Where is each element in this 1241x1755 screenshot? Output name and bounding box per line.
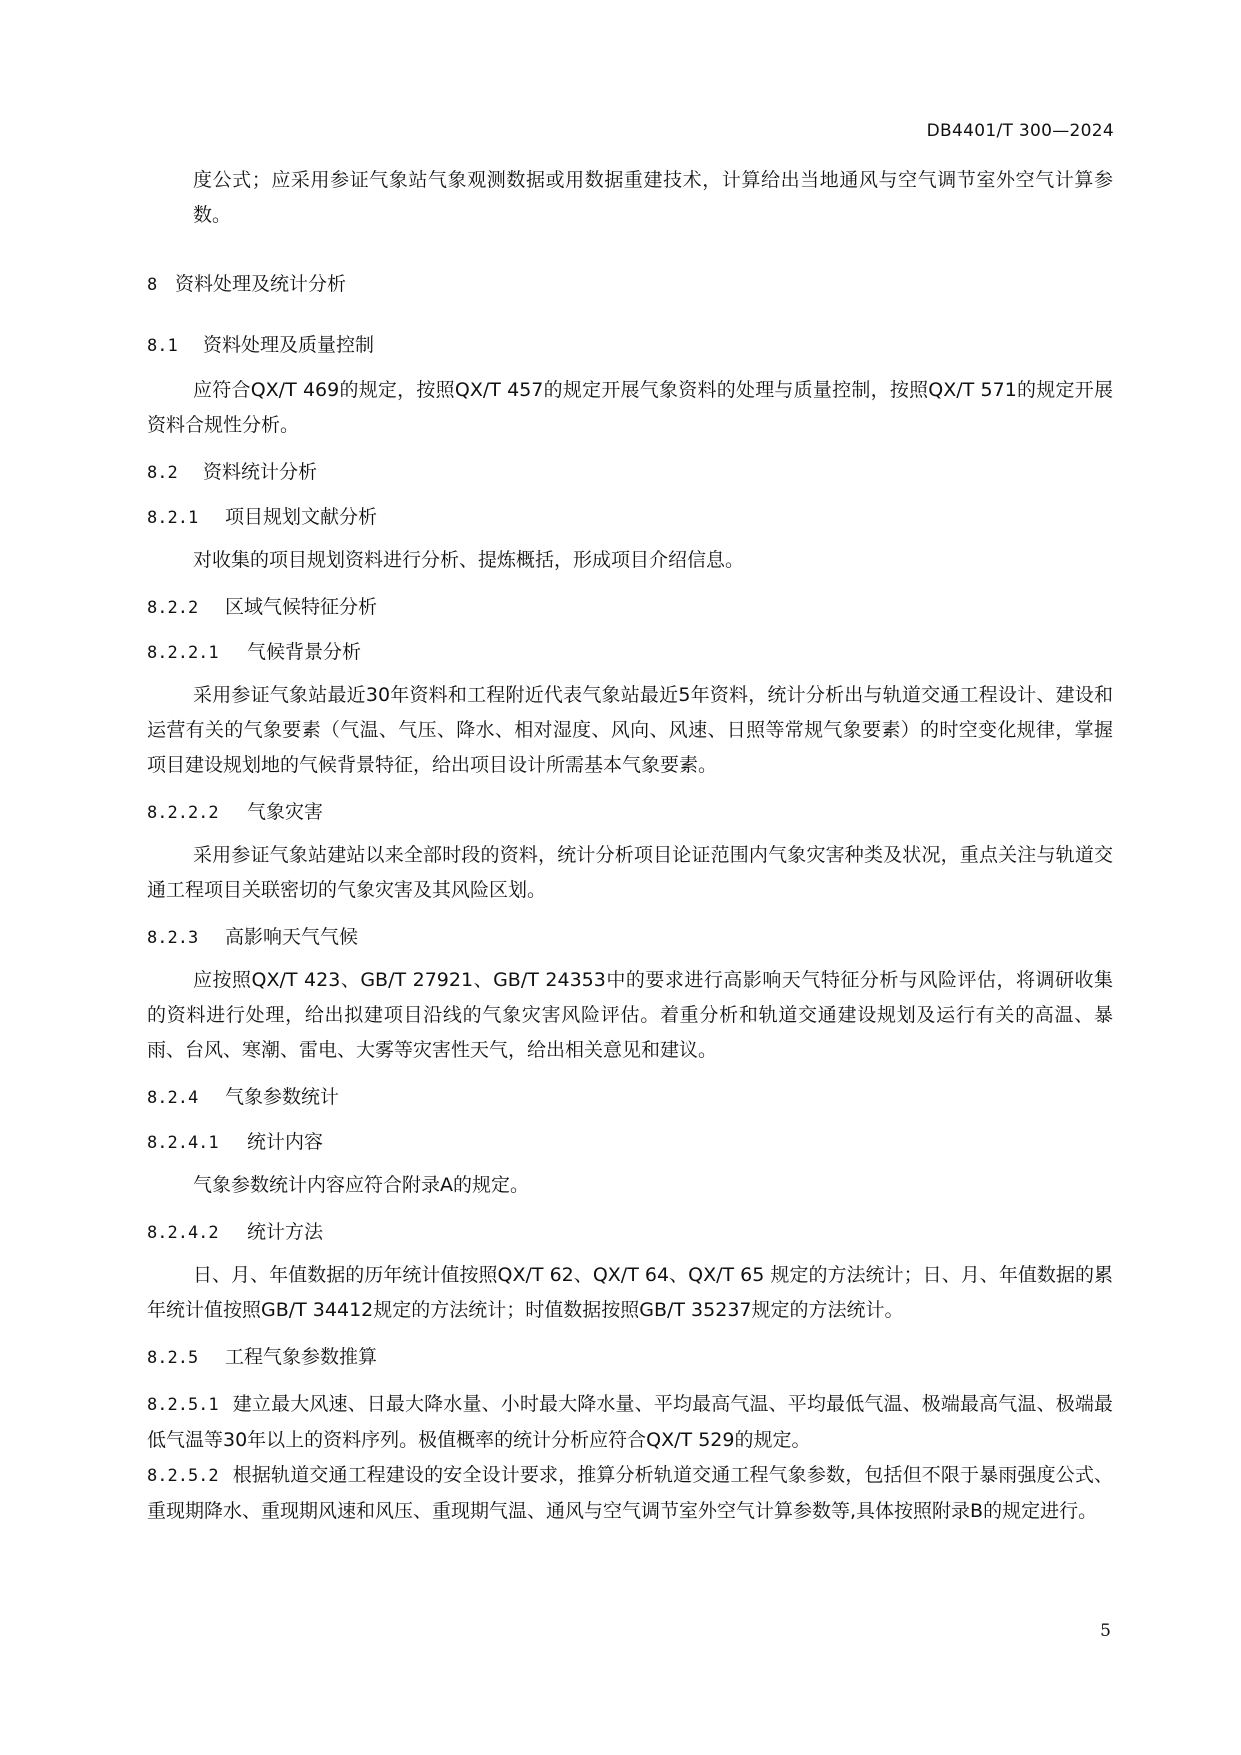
section-number: 8.2.5 — [147, 1348, 199, 1368]
section-number: 8.1 — [147, 336, 178, 356]
section-8-2-4-1-body: 气象参数统计内容应符合附录A的规定。 — [193, 1174, 529, 1196]
section-8-2-5-heading — [147, 1342, 1113, 1373]
section-8-2-5-2-item — [147, 1458, 1113, 1529]
section-number: 8.2.4 — [147, 1088, 199, 1108]
page-number: 5 — [1100, 1621, 1111, 1641]
section-8-2-2-2-body: 采用参证气象站建站以来全部时段的资料，统计分析项目论证范围内气象灾害种类及状况，重点关注与轨道交通工程项目关联密切的气象灾害及其风险区划。 — [147, 844, 1113, 901]
section-number: 8.2.5.1 — [147, 1395, 219, 1415]
section-title: 统计方法 — [247, 1221, 324, 1243]
section-title: 气候背景分析 — [247, 641, 362, 663]
document-identifier: DB4401/T 300—2024 — [926, 121, 1114, 141]
section-number: 8.2.4.1 — [147, 1133, 219, 1153]
section-8-2-4-2-body: 日、月、年值数据的历年统计值按照QX/T 62、QX/T 64、QX/T 65 规定的方法统计；日、月、年值数据的累年统计值按照GB/T 34412规定的方法统计；时值数据按照GB/T 35237规定的方法统计。 — [147, 1264, 1113, 1321]
page-content — [147, 169, 1113, 1529]
section-title: 项目规划文献分析 — [225, 506, 378, 528]
section-8-2-4-1-heading — [147, 1127, 1113, 1158]
section-8-2-4-heading — [147, 1082, 1113, 1113]
section-number: 8.2.2.2 — [147, 803, 219, 823]
section-number: 8.2.4.2 — [147, 1223, 219, 1243]
section-8-2-5-1-item — [147, 1387, 1113, 1458]
section-title: 资料统计分析 — [203, 461, 318, 483]
section-8-2-2-1-heading — [147, 637, 1113, 668]
section-title: 高影响天气气候 — [225, 926, 359, 948]
section-number: 8.2.5.2 — [147, 1466, 219, 1486]
section-8-2-2-2-heading — [147, 797, 1113, 828]
section-title: 气象灾害 — [247, 801, 324, 823]
section-8-2-3-heading — [147, 922, 1113, 953]
section-8-2-1-heading — [147, 502, 1113, 533]
section-number: 8 — [147, 275, 158, 295]
section-8-1-heading — [147, 330, 1113, 361]
item-text: 建立最大风速、日最大降水量、小时最大降水量、平均最高气温、平均最低气温、极端最高气温、极端最低气温等30年以上的资料序列。极值概率的统计分析应符合QX/T 529的规定。 — [147, 1393, 1113, 1451]
section-number: 8.2 — [147, 463, 178, 483]
continued-paragraph: 度公式；应采用参证气象站气象观测数据或用数据重建技术，计算给出当地通风与空气调节室外空气计算参数。 — [193, 169, 1113, 226]
section-number: 8.2.2 — [147, 598, 199, 618]
section-title: 气象参数统计 — [225, 1086, 340, 1108]
section-8-2-2-1-body: 采用参证气象站最近30年资料和工程附近代表气象站最近5年资料，统计分析出与轨道交通工程设计、建设和运营有关的气象要素（气温、气压、降水、相对湿度、风向、风速、日照等常规气象要素）的时空变化规律，掌握项目建设规划地的气候背景特征，给出项目设计所需基本气象要素。 — [147, 684, 1113, 776]
section-8-2-1-body: 对收集的项目规划资料进行分析、提炼概括，形成项目介绍信息。 — [193, 549, 745, 571]
section-number: 8.2.1 — [147, 508, 199, 528]
section-8-2-2-heading — [147, 592, 1113, 623]
section-8-heading — [147, 269, 1113, 300]
section-8-1-body: 应符合QX/T 469的规定，按照QX/T 457的规定开展气象资料的处理与质量控制，按照QX/T 571的规定开展资料合规性分析。 — [147, 379, 1113, 436]
section-title: 区域气候特征分析 — [225, 596, 378, 618]
section-number: 8.2.2.1 — [147, 643, 219, 663]
item-text: 根据轨道交通工程建设的安全设计要求，推算分析轨道交通工程气象参数，包括但不限于暴雨强度公式、重现期降水、重现期风速和风压、重现期气温、通风与空气调节室外空气计算参数等,具体按照附录B的规定进行。 — [147, 1464, 1113, 1522]
section-8-2-3-body: 应按照QX/T 423、GB/T 27921、GB/T 24353中的要求进行高影响天气特征分析与风险评估，将调研收集的资料进行处理，给出拟建项目沿线的气象灾害风险评估。着重分析和轨道交通建设规划及运行有关的高温、暴雨、台风、寒潮、雷电、大雾等灾害性天气，给出相关意见和建议。 — [147, 969, 1113, 1061]
section-title: 工程气象参数推算 — [225, 1346, 378, 1368]
section-8-2-heading — [147, 457, 1113, 488]
section-number: 8.2.3 — [147, 928, 199, 948]
section-8-2-4-2-heading — [147, 1217, 1113, 1248]
section-title: 资料处理及统计分析 — [175, 273, 347, 295]
section-title: 资料处理及质量控制 — [203, 334, 375, 356]
section-title: 统计内容 — [247, 1131, 324, 1153]
